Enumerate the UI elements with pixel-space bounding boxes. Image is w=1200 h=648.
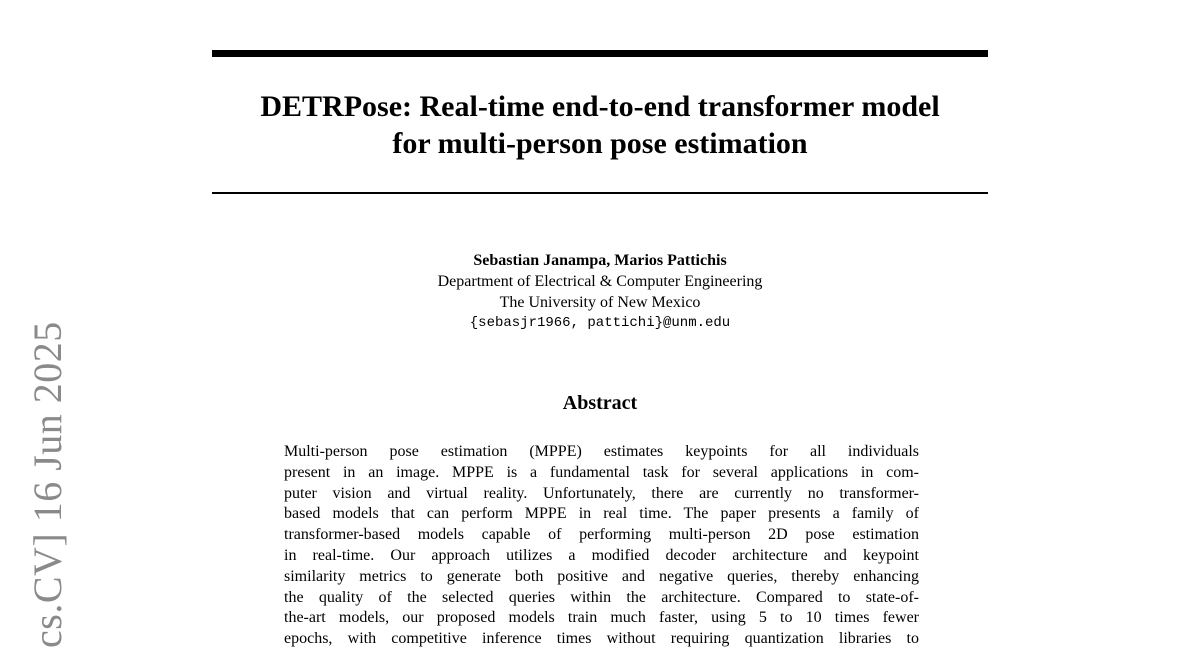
arxiv-side-stamp: cs.CV] 16 Jun 2025 (25, 321, 70, 648)
abstract-line: transformer-based models capable of performing multi-person 2D pose estimation (284, 526, 919, 544)
paper-title-line: for multi-person pose estimation (392, 127, 808, 160)
paper-title-line: DETRPose: Real-time end-to-end transformer model (260, 90, 940, 123)
abstract-line: the-art models, our proposed models train much faster, using 5 to 10 times fewer (284, 609, 919, 627)
abstract-heading: Abstract (562, 392, 638, 414)
affiliation-university: The University of New Mexico (499, 294, 701, 311)
author-names: Sebastian Janampa, Marios Pattichis (473, 252, 727, 269)
abstract-line: based models that can perform MPPE in real time. The paper presents a family of (284, 505, 919, 523)
abstract-line: Multi-person pose estimation (MPPE) estimates keypoints for all individuals (284, 443, 919, 460)
title-top-rule (212, 50, 988, 57)
abstract-line: similarity metrics to generate both positive and negative queries, thereby enhancing (284, 567, 919, 585)
title-bottom-rule (212, 192, 988, 194)
author-block (300, 250, 900, 334)
author-email: {sebasjr1966, pattichi}@unm.edu (469, 315, 731, 331)
abstract-line: puter vision and virtual reality. Unfortunately, there are currently no transformer- (284, 484, 919, 502)
affiliation-department: Department of Electrical & Computer Engineering (437, 273, 763, 290)
abstract-line: the quality of the selected queries within the architecture. Compared to state-of- (284, 588, 919, 606)
abstract-body (284, 442, 919, 648)
abstract-line: in real-time. Our approach utilizes a modified decoder architecture and keypoint (284, 546, 919, 564)
abstract-line: epochs, with competitive inference times without requiring quantization libraries to (284, 630, 919, 648)
abstract-line: present in an image. MPPE is a fundamental task for several applications in com- (284, 463, 919, 481)
paper-title (150, 88, 1050, 162)
